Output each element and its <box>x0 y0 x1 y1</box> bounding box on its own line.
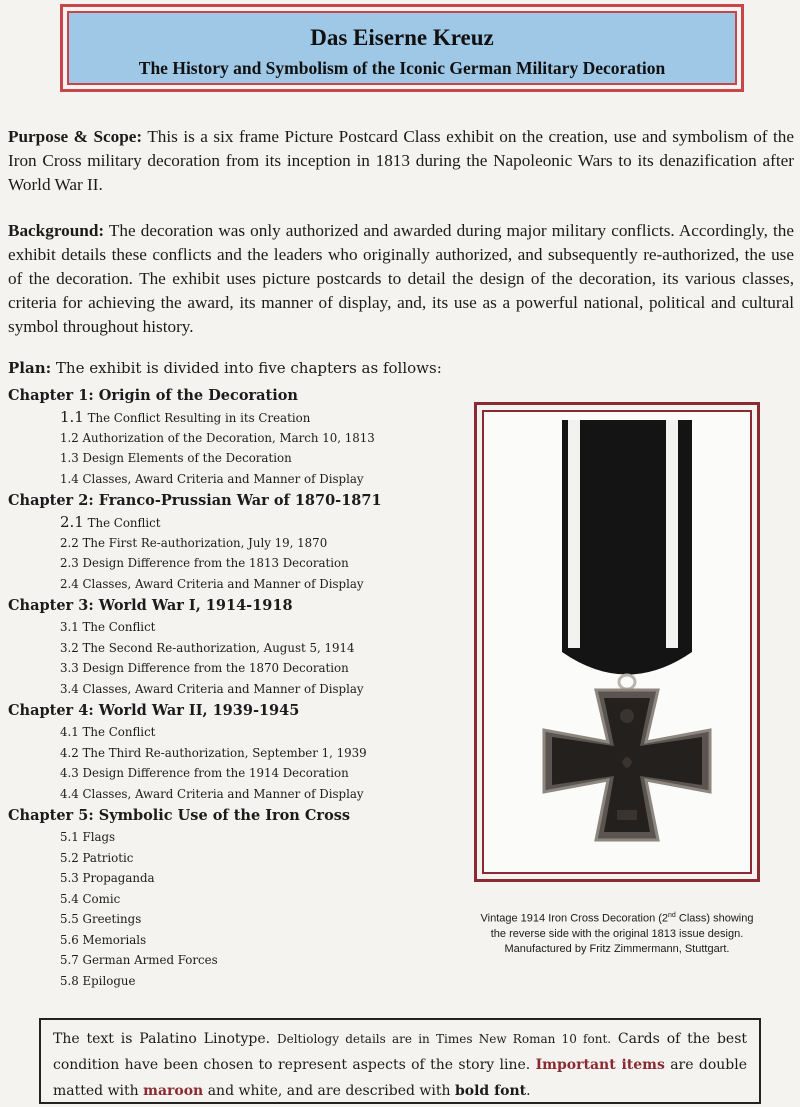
purpose-paragraph <box>8 125 794 197</box>
section-item: 5.4 Comic <box>60 891 121 906</box>
chapter-5-title: Chapter 5: Symbolic Use of the Iron Cross <box>8 807 351 824</box>
photo-frame <box>474 402 760 882</box>
chapter-4-title: Chapter 4: World War II, 1939-1945 <box>8 702 300 719</box>
section-item: 5.1 Flags <box>60 830 116 844</box>
section-item: 5.8 Epilogue <box>60 973 136 988</box>
plan-text: The exhibit is divided into five chapters as follows: <box>51 359 442 377</box>
photo-caption: Vintage 1914 Iron Cross Decoration (2nd Class) showing the reverse side with the original 1813 issue design. Manufactured by Fritz Zimmermann, Stuttgart. <box>480 912 754 955</box>
section-item: 1.2 Authorization of the Decoration, March 10, 1813 <box>60 430 375 445</box>
page-subtitle: The History and Symbolism of the Iconic German Military Decoration <box>138 58 666 78</box>
purpose-label: Purpose & Scope: <box>8 127 143 146</box>
section-item: 3.1 The Conflict <box>60 620 156 634</box>
section-item: 3.4 Classes, Award Criteria and Manner of Display <box>60 681 364 696</box>
section-item: 5.2 Patriotic <box>60 850 134 865</box>
section-item: 3.3 Design Difference from the 1870 Decoration <box>60 661 349 675</box>
background-text: The decoration was only authorized and awarded during major military conflicts. Accordingly, the exhibit details these conflicts and the leaders who originally authorized, and subsequently re-authorized, the use of the decoration. The exhibit uses picture postcards to detail the design of the decoration, its various classes, criteria for achieving the award, its manner of display, and, its use as a powerful national, political and cultural symbol throughout history. <box>8 221 794 336</box>
page-title: Das Eiserne Kreuz <box>310 25 494 50</box>
section-item: 2.3 Design Difference from the 1813 Decoration <box>60 556 349 570</box>
section-item: 4.2 The Third Re-authorization, September 1, 1939 <box>60 745 367 760</box>
section-item: 5.7 German Armed Forces <box>60 953 218 967</box>
title-banner <box>60 4 744 92</box>
chapter-1-title: Chapter 1: Origin of the Decoration <box>8 387 298 404</box>
section-item: 1.4 Classes, Award Criteria and Manner of Display <box>60 471 364 486</box>
section-item: 4.1 The Conflict <box>60 725 156 739</box>
section-item: 2.4 Classes, Award Criteria and Manner of Display <box>60 576 364 591</box>
section-item: 4.4 Classes, Award Criteria and Manner of Display <box>60 786 364 801</box>
section-item: 2.1 The Conflict <box>60 513 161 531</box>
iron-cross-photo <box>482 410 752 874</box>
section-item: 4.3 Design Difference from the 1914 Decoration <box>60 766 349 780</box>
title-banner-inner <box>67 11 737 85</box>
formatting-note: The text is Palatino Linotype. Deltiology details are in Times New Roman 10 font. Cards of the best condition have been chosen to represent aspects of the story line. Important items are double matted with maroon and white, and are described with bold font. <box>39 1018 761 1104</box>
background-label: Background: <box>8 221 105 240</box>
chapter-3-title: Chapter 3: World War I, 1914-1918 <box>8 597 293 614</box>
background-paragraph <box>8 219 794 339</box>
chapter-list <box>8 384 468 991</box>
chapter-2-title: Chapter 2: Franco-Prussian War of 1870-1871 <box>8 492 382 509</box>
section-item: 2.2 The First Re-authorization, July 19, 1870 <box>60 535 328 550</box>
iron-cross-illustration <box>484 412 756 878</box>
plan-label: Plan: <box>8 359 52 377</box>
section-item: 1.1 The Conflict Resulting in its Creation <box>60 408 311 426</box>
section-item: 5.3 Propaganda <box>60 871 155 885</box>
section-item: 5.5 Greetings <box>60 912 142 926</box>
purpose-text: This is a six frame Picture Postcard Class exhibit on the creation, use and symbolism of the Iron Cross military decoration from its inception in 1813 during the Napoleonic Wars to its denazification after World War II. <box>8 127 794 194</box>
section-item: 5.6 Memorials <box>60 932 147 947</box>
section-item: 1.3 Design Elements of the Decoration <box>60 451 292 465</box>
section-item: 3.2 The Second Re-authorization, August 5, 1914 <box>60 640 355 655</box>
plan-line <box>8 357 442 379</box>
